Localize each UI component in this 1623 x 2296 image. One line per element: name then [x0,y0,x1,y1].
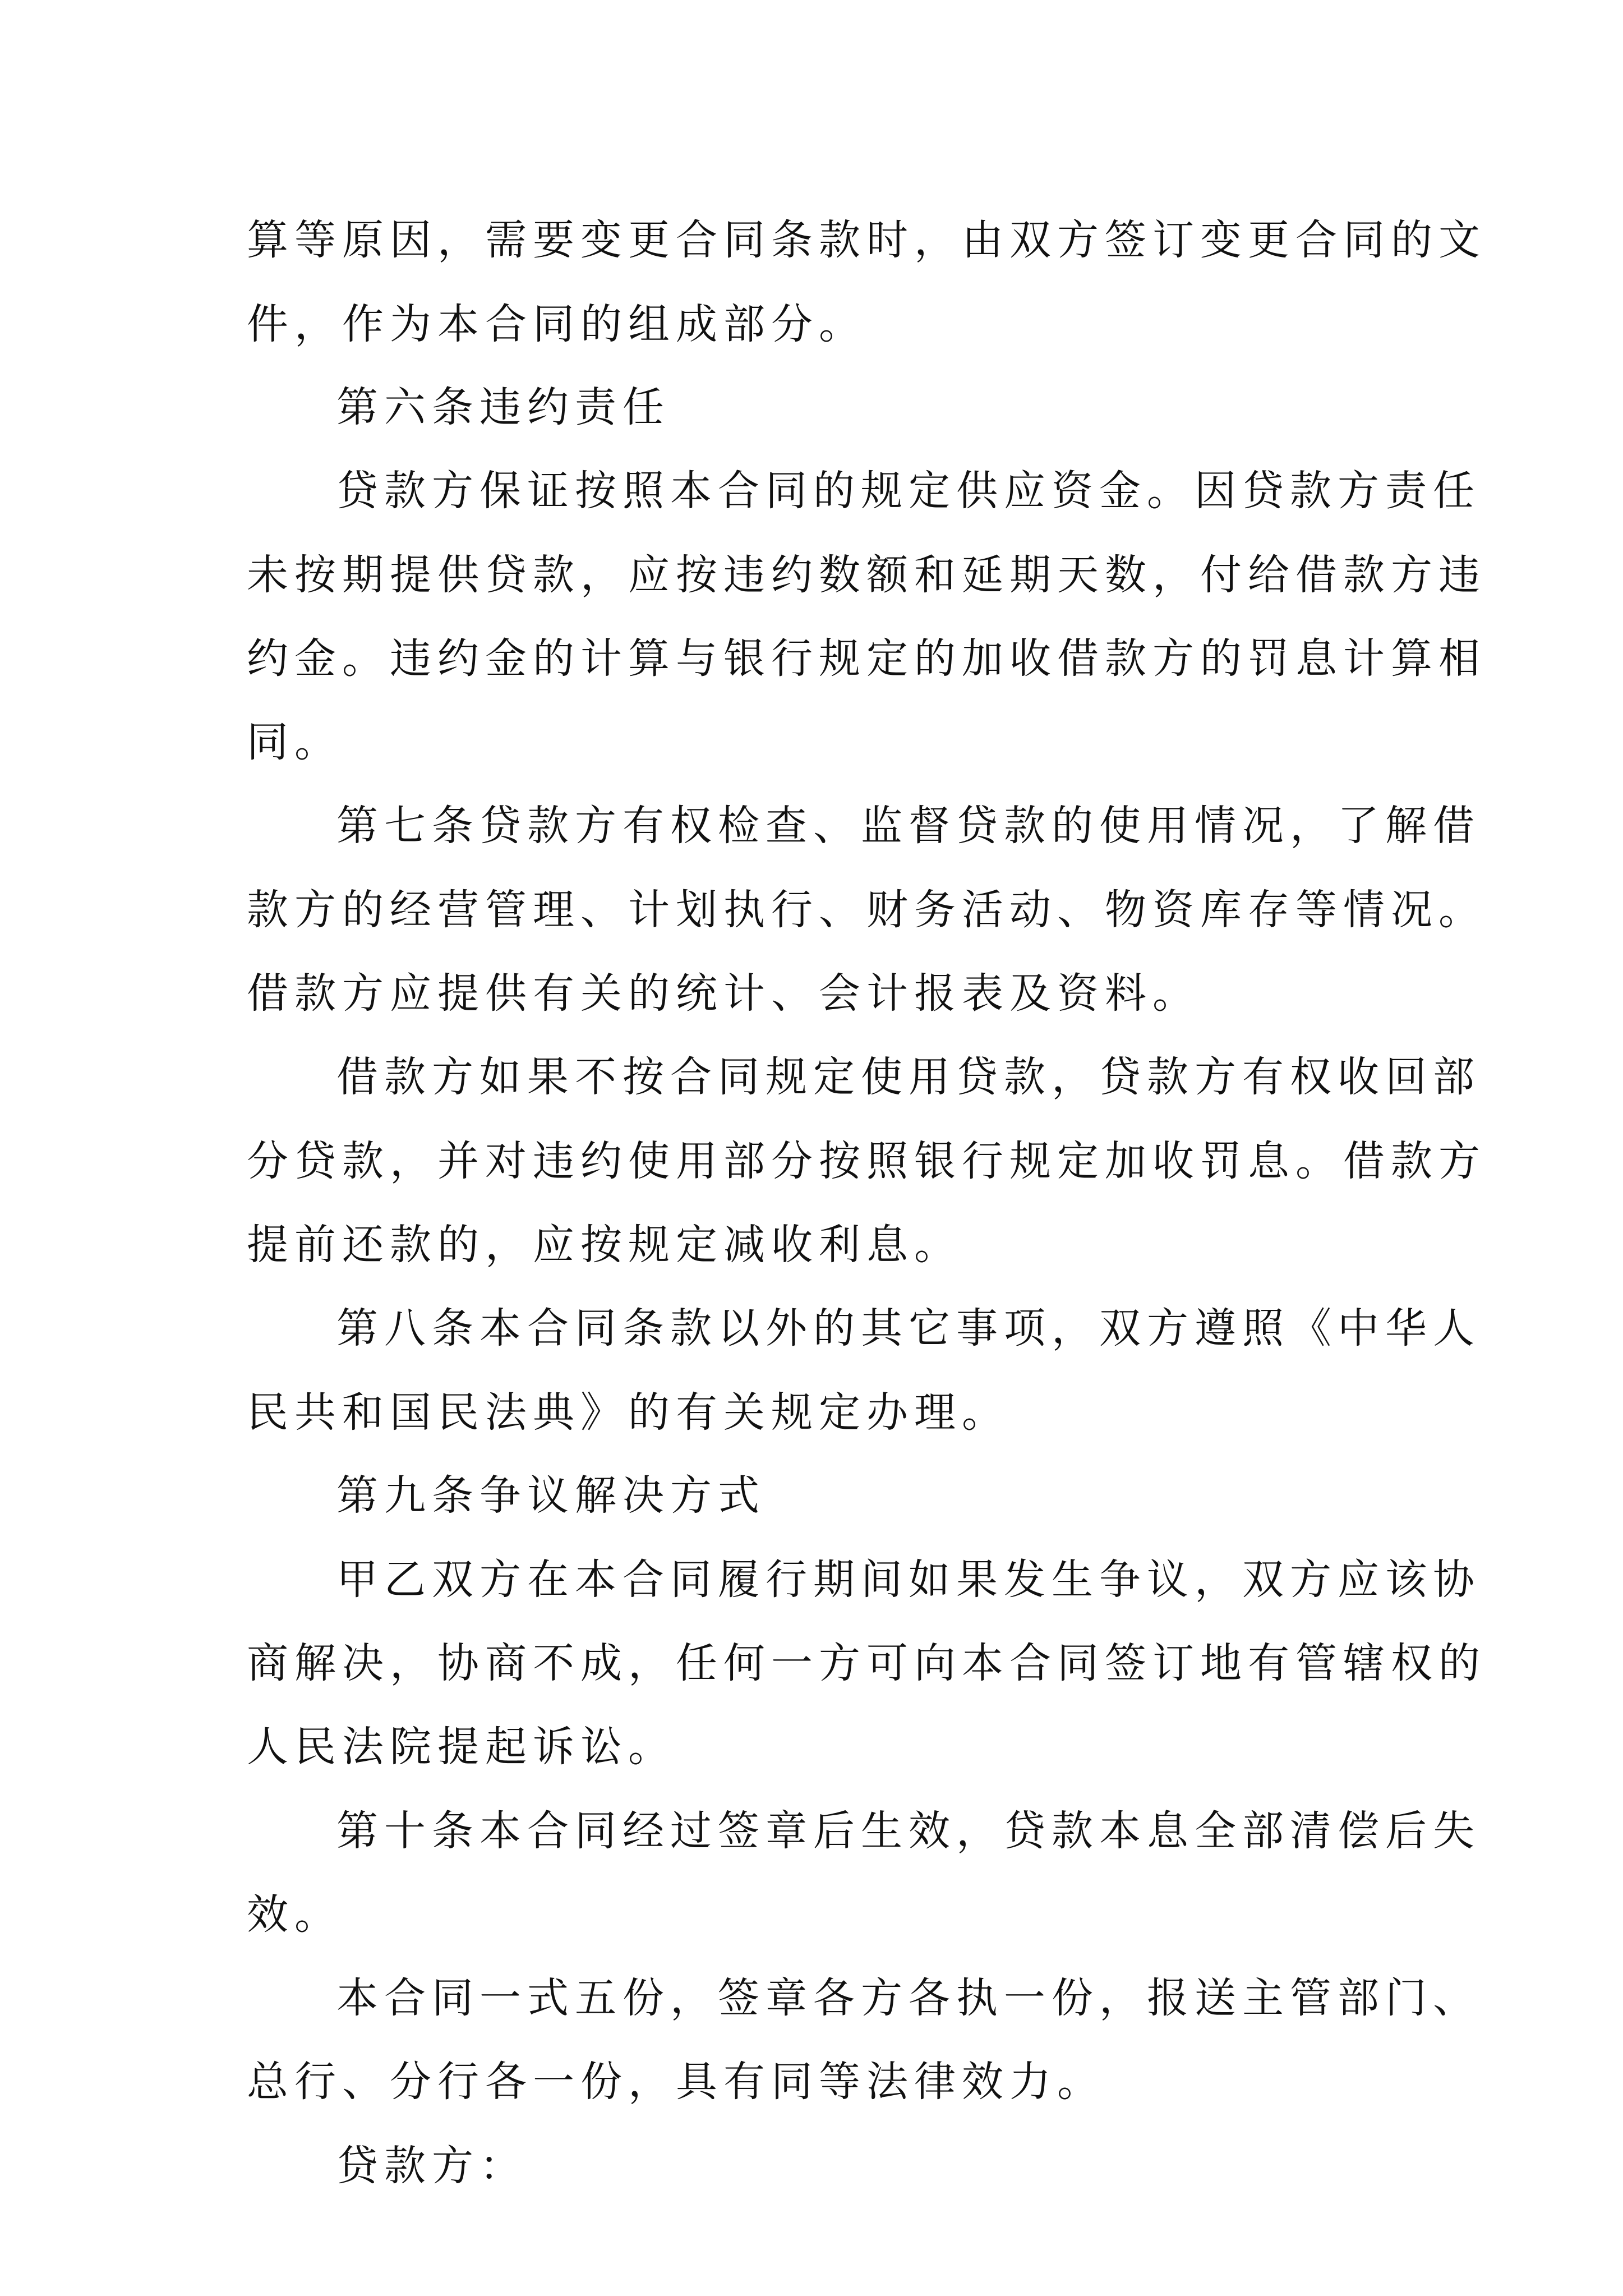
text-line: 民共和国民法典》的有关规定办理。 [247,1388,1009,1437]
text-line: 款方的经营管理、计划执行、财务活动、物资库存等情况。 [247,886,1486,934]
text-line: 商解决，协商不成，任何一方可向本合同签订地有管辖权的 [247,1639,1486,1687]
text-line: 同。 [247,718,342,766]
text-line: 总行、分行各一份，具有同等法律效力。 [247,2058,1105,2106]
text-line: 本合同一式五份，签章各方各执一份，报送主管部门、 [336,1974,1481,2022]
section-heading: 第九条争议解决方式 [336,1471,766,1520]
text-line: 未按期提供贷款，应按违约数额和延期天数，付给借款方违 [247,551,1486,599]
text-line: 分贷款，并对违约使用部分按照银行规定加收罚息。借款方 [247,1137,1486,1185]
text-line: 甲乙双方在本合同履行期间如果发生争议，双方应该协 [336,1556,1481,1604]
text-line: 借款方如果不按合同规定使用贷款，贷款方有权收回部 [336,1053,1481,1101]
text-line: 件，作为本合同的组成部分。 [247,300,866,348]
text-line: 贷款方保证按照本合同的规定供应资金。因贷款方责任 [336,467,1481,515]
section-heading: 第六条违约责任 [336,383,670,431]
text-line: 第七条贷款方有权检查、监督贷款的使用情况，了解借 [336,802,1481,850]
text-line: 借款方应提供有关的统计、会计报表及资料。 [247,969,1200,1018]
text-line: 效。 [247,1890,342,1939]
text-line: 提前还款的，应按规定减收利息。 [247,1221,962,1269]
text-line: 人民法院提起诉讼。 [247,1723,676,1771]
signature-label: 贷款方： [336,2142,527,2190]
text-line: 约金。违约金的计算与银行规定的加收借款方的罚息计算相 [247,634,1486,683]
text-line: 第八条本合同条款以外的其它事项，双方遵照《中华人 [336,1304,1481,1352]
text-line: 算等原因，需要变更合同条款时，由双方签订变更合同的文 [247,216,1486,264]
text-line: 第十条本合同经过签章后生效，贷款本息全部清偿后失 [336,1807,1481,1855]
